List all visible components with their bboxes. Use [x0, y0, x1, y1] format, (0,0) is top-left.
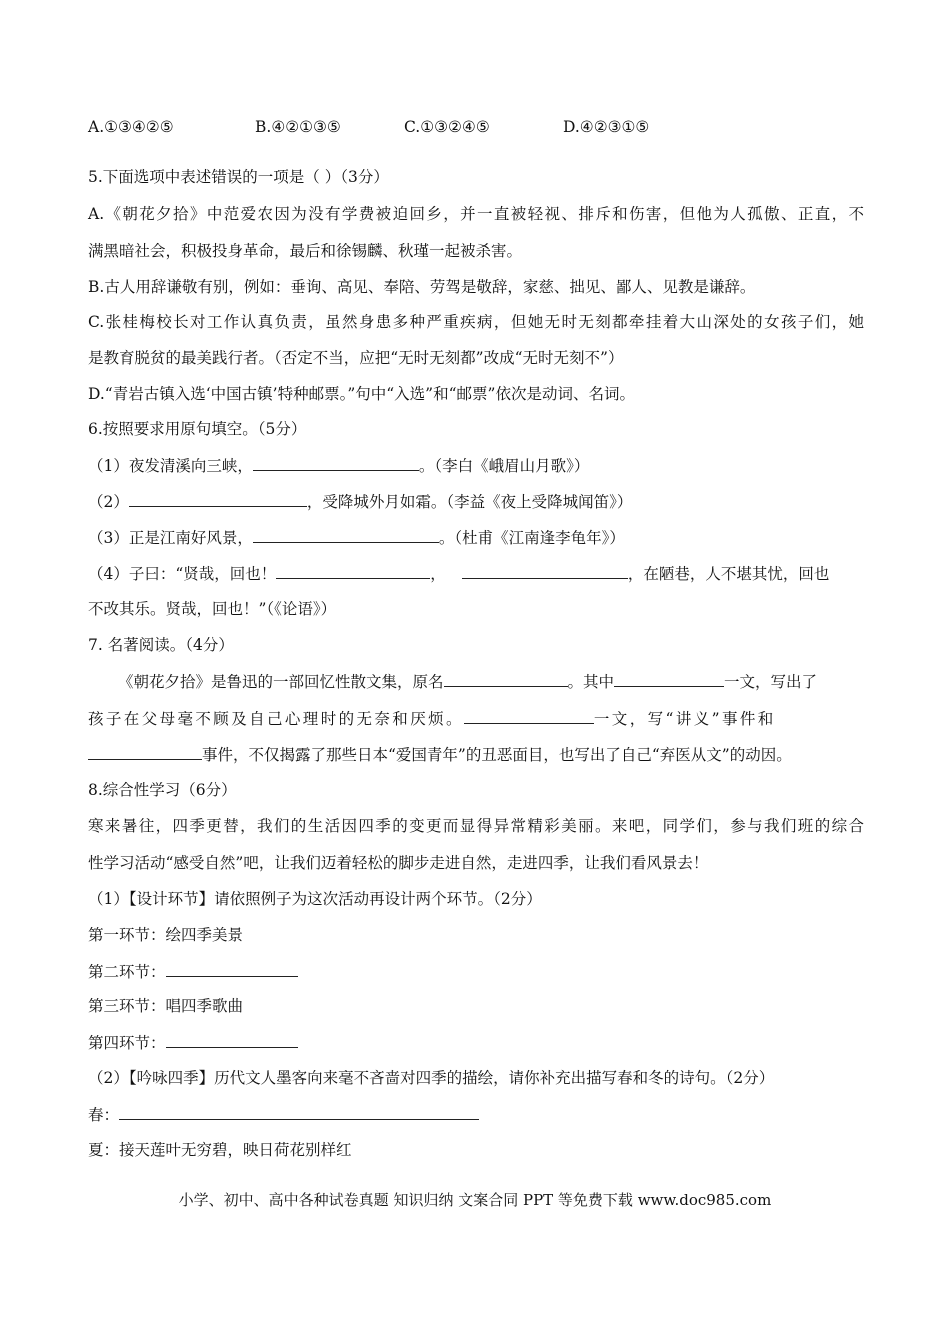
q8-sub2: （2）【吟咏四季】历代文人墨客向来毫不吝啬对四季的描绘，请你补充出描写春和冬的诗句。（2分）: [88, 1069, 775, 1087]
q5-option-d: D.“青岩古镇入选‘中国古镇’特种邮票。”句中“入选”和“邮票”依次是动词、名词。: [88, 385, 635, 403]
answer-blank[interactable]: [88, 743, 202, 760]
q6-item-1: [88, 454, 589, 477]
q6-item-2-text: ，受降城外月如霜。（李益《夜上受降城闻笛》）: [306, 493, 633, 511]
q6-item-4-text: （4）子曰：“贤哉，回也！: [88, 565, 277, 583]
answer-blank[interactable]: [166, 960, 298, 977]
q8-step3: 第三环节：唱四季歌曲: [88, 997, 244, 1015]
q6-item-2: [88, 490, 632, 513]
q7-text: 一文，写出了: [724, 673, 818, 691]
q7-text: 一文，写“讲义”事件和: [593, 710, 776, 728]
q8-intro-line1: 寒来暑往，四季更替，我们的生活因四季的变更而显得异常精彩美丽。来吧，同学们，参与我们班的综合: [88, 817, 864, 835]
answer-blank[interactable]: [253, 454, 419, 471]
q7-text: 事件，不仅揭露了那些日本“爱国青年”的丑恶面目，也写出了自己“弃医从文”的动因。: [202, 746, 792, 764]
q4-option-b: B.④②①③⑤: [255, 118, 341, 136]
q6-item-2-number: （2）: [88, 493, 129, 511]
q6-item-4-text-cont: ，在陋巷，人不堪其忧，回也: [627, 565, 830, 583]
q8-step4-label: 第四环节：: [88, 1034, 166, 1052]
answer-blank[interactable]: [464, 707, 594, 724]
q6-item-1-source: 。（李白《峨眉山月歌》）: [418, 457, 590, 475]
q5-option-b: B.古人用辞谦敬有别，例如：垂询、高见、奉陪、劳驾是敬辞，家慈、拙见、鄙人、见教是谦辞。: [88, 278, 756, 296]
q7-text: 《朝花夕拾》是鲁迅的一部回忆性散文集，原名: [118, 673, 444, 691]
answer-blank[interactable]: [462, 562, 628, 579]
q4-option-d: D.④②③①⑤: [563, 118, 650, 136]
q7-stem: 7. 名著阅读。（4分）: [88, 636, 234, 654]
q4-option-a: A.①③④②⑤: [88, 118, 174, 136]
page-footer: 小学、初中、高中各种试卷真题 知识归纳 文案合同 PPT 等免费下载 www.doc985.com: [178, 1191, 772, 1209]
q7-text: 。其中: [567, 673, 615, 691]
q5-option-a-line1: A.《朝花夕拾》中范爱农因为没有学费被迫回乡，并一直被轻视、排斥和伤害，但他为人孤傲、正直，不: [88, 205, 864, 223]
q7-text: 孩子在父母毫不顾及自己心理时的无奈和厌烦。: [88, 710, 464, 728]
q6-item-3: [88, 526, 625, 549]
q6-item-3-source: 。（杜甫《江南逢李龟年》）: [438, 529, 625, 547]
q7-paragraph-line1: [118, 670, 817, 693]
q8-step1: 第一环节：绘四季美景: [88, 926, 244, 944]
q8-summer: 夏：接天莲叶无穷碧，映日荷花别样红: [88, 1141, 352, 1159]
q8-spring-label: 春：: [88, 1106, 120, 1124]
q4-option-c: C.①③②④⑤: [404, 118, 490, 136]
q5-option-c-line2: 是教育脱贫的最美践行者。（否定不当，应把“无时无刻都”改成“无时无刻不”）: [88, 349, 624, 367]
answer-blank[interactable]: [166, 1031, 298, 1048]
q6-item-3-text: （3）正是江南好风景，: [88, 529, 253, 547]
q6-item-4-line2: 不改其乐。贤哉，回也！”（《论语》）: [88, 600, 337, 618]
q7-paragraph-line3: [88, 743, 792, 766]
q8-spring: [88, 1103, 479, 1126]
q8-step4: [88, 1031, 298, 1054]
q6-item-4-comma: ，: [430, 565, 446, 583]
q6-item-4-line1: [88, 562, 829, 585]
answer-blank[interactable]: [444, 670, 568, 687]
q5-option-c-line1: C.张桂梅校长对工作认真负责，虽然身患多种严重疾病，但她无时无刻都牵挂着大山深处的女孩子们，她: [88, 313, 864, 331]
answer-blank[interactable]: [253, 526, 439, 543]
answer-blank[interactable]: [276, 562, 430, 579]
q8-stem: 8.综合性学习（6分）: [88, 781, 237, 799]
q8-step2-label: 第二环节：: [88, 963, 166, 981]
q8-step2: [88, 960, 298, 983]
q5-option-a-line2: 满黑暗社会，积极投身革命，最后和徐锡麟、秋瑾一起被杀害。: [88, 242, 523, 260]
q8-intro-line2: 性学习活动“感受自然”吧，让我们迈着轻松的脚步走进自然，走进四季，让我们看风景去！: [88, 854, 709, 872]
answer-blank[interactable]: [119, 1103, 479, 1120]
answer-blank[interactable]: [129, 490, 307, 507]
q5-stem: 5.下面选项中表述错误的一项是（ ）（3分）: [88, 168, 389, 186]
answer-blank[interactable]: [614, 670, 724, 687]
q6-stem: 6.按照要求用原句填空。（5分）: [88, 420, 307, 438]
q7-paragraph-line2: [88, 707, 776, 730]
q6-item-1-text: （1）夜发清溪向三峡，: [88, 457, 253, 475]
q8-sub1: （1）【设计环节】请依照例子为这次活动再设计两个环节。（2分）: [88, 890, 542, 908]
